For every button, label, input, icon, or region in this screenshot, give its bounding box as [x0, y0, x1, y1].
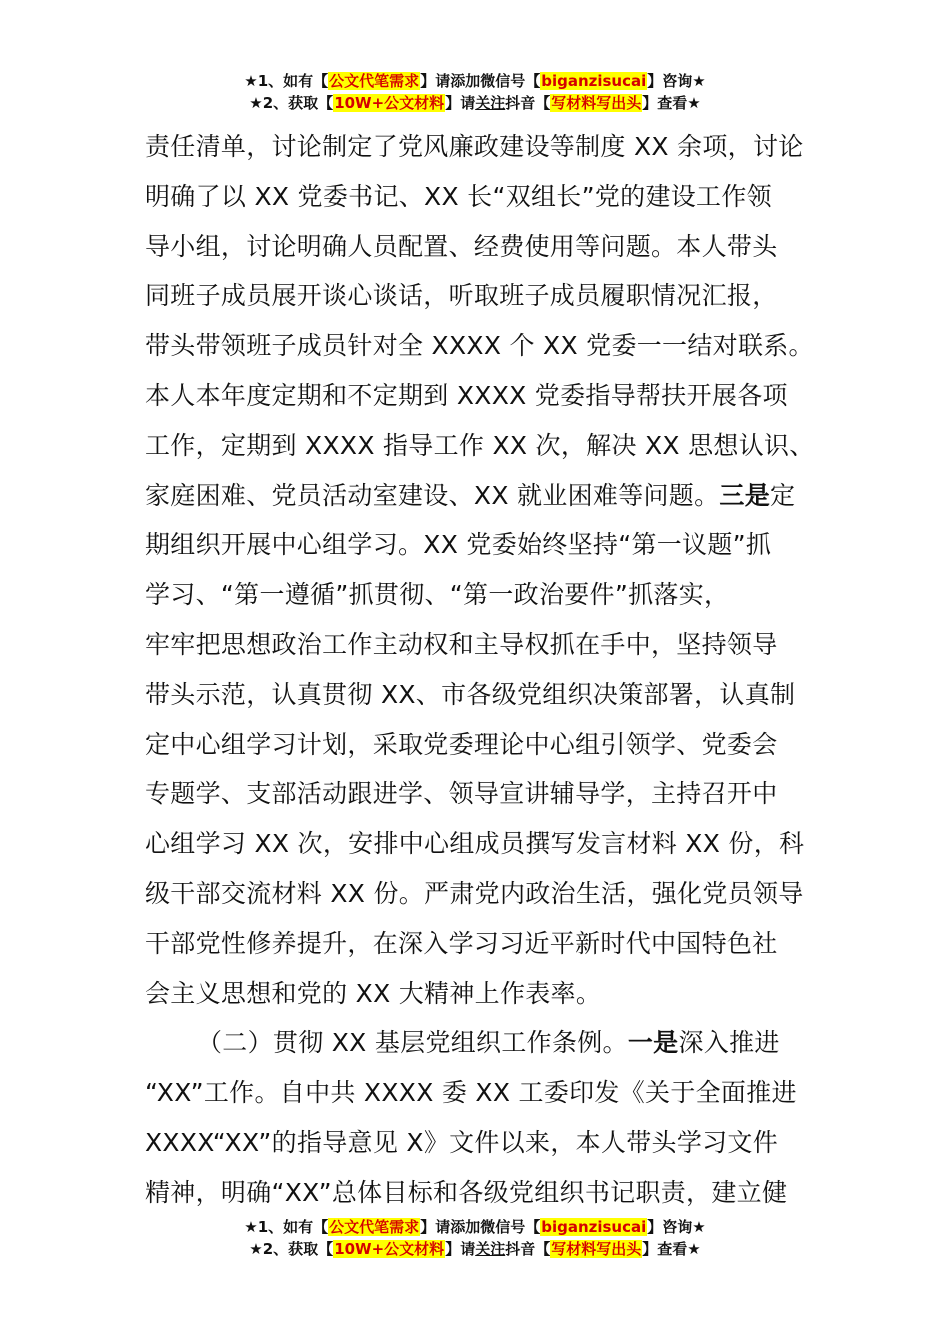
promo-highlight-douyin: 写材料写出头 [551, 1240, 642, 1258]
body-line: 定中心组学习计划，采取党委理论中心组引领学、党委会 [145, 729, 778, 759]
body-line: 学习、“第一遵循”抓贯彻、“第一政治要件”抓落实， [145, 580, 730, 610]
promo-text: ★2、获取【 [249, 1240, 334, 1258]
body-line: 同班子成员展开谈心谈话，听取班子成员履职情况汇报， [145, 281, 778, 311]
promo-banner-top [0, 70, 950, 114]
section-heading-line [145, 1018, 810, 1068]
body-line: 本人本年度定期和不定期到 XXXX 党委指导帮扶开展各项 [145, 380, 788, 410]
promo-text: ★2、获取【 [249, 94, 334, 112]
document-body [145, 122, 815, 1218]
promo-text: 】查看★ [642, 94, 701, 112]
promo-text: 】请添加微信号【 [420, 1218, 541, 1236]
promo-text-underlined: 关注 [475, 1240, 506, 1258]
promo-highlight-wechat: biganzisucai [541, 1218, 647, 1236]
body-bold-marker: 一是 [627, 1028, 679, 1058]
promo-line-2 [0, 1238, 950, 1260]
promo-text: 】咨询★ [647, 72, 706, 90]
body-line: 级干部交流材料 XX 份。严肃党内政治生活，强化党员领导 [145, 878, 804, 908]
body-text-run: 家庭困难、党员活动室建设、XX 就业困难等问题。 [145, 480, 720, 510]
promo-text: 】咨询★ [647, 1218, 706, 1236]
promo-line-2 [0, 92, 950, 114]
promo-text: 】请添加微信号【 [420, 72, 541, 90]
body-line: 导小组，讨论明确人员配置、经费使用等问题。本人带头 [145, 231, 778, 261]
body-line: XXXX“XX”的指导意见 X》文件以来，本人带头学习文件 [145, 1127, 779, 1157]
promo-highlight: 公文代笔需求 [329, 1218, 420, 1236]
promo-text-underlined: 关注 [475, 94, 506, 112]
promo-highlight-douyin: 写材料写出头 [551, 94, 642, 112]
promo-text: ★1、如有【 [244, 1218, 329, 1236]
body-text-run: 深入推进 [678, 1028, 780, 1058]
body-line: 带头示范，认真贯彻 XX、市各级党组织决策部署，认真制 [145, 679, 796, 709]
body-line: 精神，明确“XX”总体目标和各级党组织书记职责，建立健 [145, 1177, 788, 1207]
body-line: 工作，定期到 XXXX 指导工作 XX 次，解决 XX 思想认识、 [145, 430, 815, 460]
body-line: 专题学、支部活动跟进学、领导宣讲辅导学，主持召开中 [145, 779, 778, 809]
promo-highlight: 公文代笔需求 [329, 72, 420, 90]
body-line: 干部党性修养提升，在深入学习习近平新时代中国特色社 [145, 928, 778, 958]
body-line: “XX”工作。自中共 XXXX 委 XX 工委印发《关于全面推进 [145, 1078, 797, 1108]
body-bold-marker: 三是 [719, 480, 771, 510]
promo-text: 抖音【 [505, 1240, 551, 1258]
body-line: 责任清单，讨论制定了党风廉政建设等制度 XX 余项，讨论 [145, 132, 804, 161]
promo-text: 】请 [445, 1240, 476, 1258]
body-line: 心组学习 XX 次，安排中心组成员撰写发言材料 XX 份，科 [145, 829, 805, 859]
body-text-run: 定 [770, 480, 796, 510]
body-line: 会主义思想和党的 XX 大精神上作表率。 [145, 978, 602, 1008]
promo-highlight-wechat: biganzisucai [541, 72, 647, 90]
promo-text: ★1、如有【 [244, 72, 329, 90]
promo-text: 】查看★ [642, 1240, 701, 1258]
promo-text: 抖音【 [505, 94, 551, 112]
promo-highlight: 10W+公文材料 [334, 94, 445, 112]
body-line: 带头带领班子成员针对全 XXXX 个 XX 党委一一结对联系。 [145, 331, 814, 361]
promo-text: 】请 [445, 94, 476, 112]
body-line: 牢牢把思想政治工作主动权和主导权抓在手中，坚持领导 [145, 629, 778, 659]
promo-banner-bottom [0, 1216, 950, 1260]
body-line [145, 471, 810, 521]
promo-highlight: 10W+公文材料 [334, 1240, 445, 1258]
body-line: 期组织开展中心组学习。XX 党委始终坚持“第一议题”抓 [145, 530, 772, 560]
promo-line-1 [0, 1216, 950, 1238]
promo-line-1 [0, 70, 950, 92]
section-heading: （二）贯彻 XX 基层党组织工作条例。 [197, 1028, 628, 1058]
body-line: 明确了以 XX 党委书记、XX 长“双组长”党的建设工作领 [145, 181, 772, 211]
